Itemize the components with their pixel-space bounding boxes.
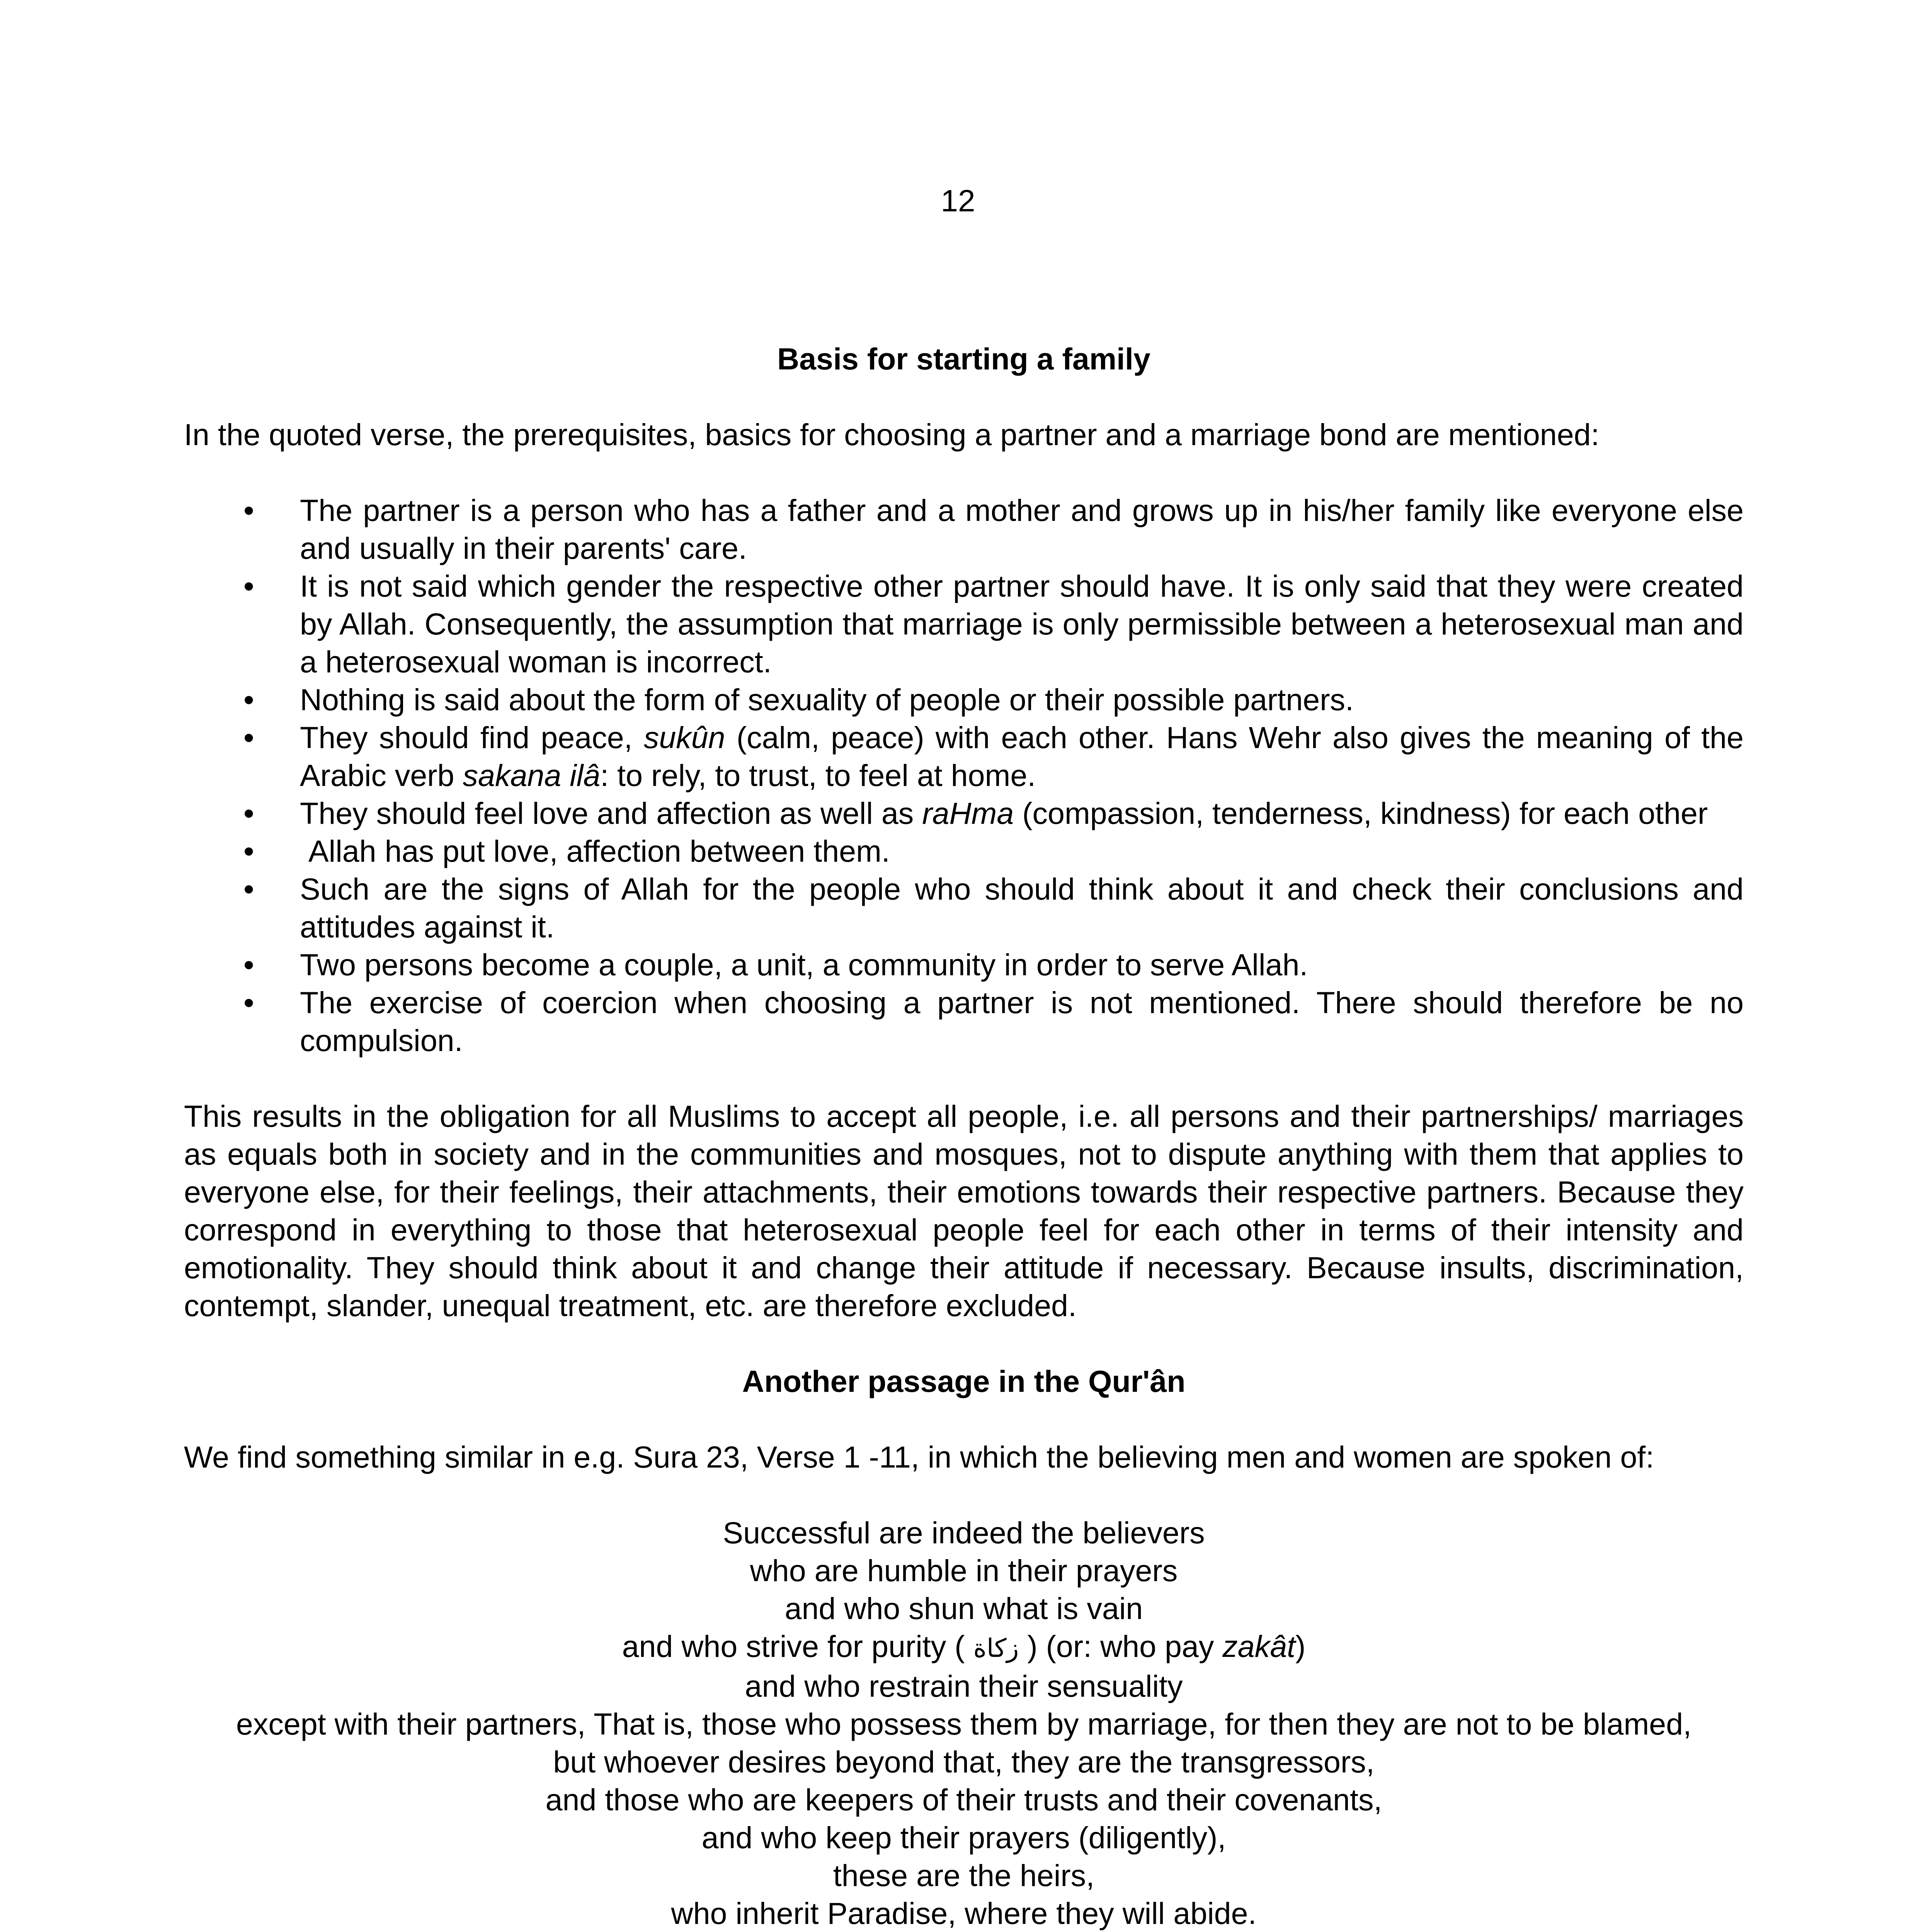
quran-verse-block — [184, 1514, 1744, 1932]
bullet-icon: • — [243, 720, 254, 755]
list-item: • Nothing is said about the form of sexuality of people or their possible partners. — [184, 681, 1744, 719]
obligation-paragraph: This results in the obligation for all Muslims to accept all people, i.e. all persons and their partnerships/ marriages as equals both in society and in the communities and mosques, not to dispute anything with them that applies to everyone else, for their feelings, their attachments, their emotions towards their respective partners. Because they correspond in everything to those that heterosexual people feel for each other in terms of their intensity and emotionality. They should think about it and change their attitude if necessary. Because insults, discrimination, contempt, slander, unequal treatment, etc. are therefore excluded. — [184, 1099, 1744, 1323]
bullet-icon: • — [243, 493, 254, 527]
verse-line: and who keep their prayers (diligently), — [701, 1820, 1226, 1855]
verse-line: and who strive for purity ( زكاة ) (or: who pay zakât) — [622, 1629, 1306, 1663]
verse-line: these are the heirs, — [833, 1858, 1095, 1893]
verse-line: Successful are indeed the believers — [723, 1515, 1205, 1550]
italic-term: zakât — [1222, 1629, 1296, 1663]
italic-term: sakana ilâ — [463, 758, 601, 793]
page-number: 12 — [941, 184, 975, 218]
verse-line: and who shun what is vain — [784, 1591, 1143, 1626]
list-item: • Two persons become a couple, a unit, a community in order to serve Allah. — [184, 946, 1744, 984]
bullet-icon: • — [243, 796, 254, 830]
prerequisites-list — [184, 492, 1744, 1060]
arabic-word: زكاة — [973, 1633, 1019, 1663]
section-heading-basis: Basis for starting a family — [777, 342, 1150, 376]
list-item: • It is not said which gender the respective other partner should have. It is only said that they were created by Allah. Consequently, the assumption that marriage is only permissible between a heterosexual man and a heterosexual woman is incorrect. — [184, 567, 1744, 681]
list-item: • They should feel love and affection as well as raHma (compassion, tenderness, kindness) for each other — [184, 794, 1744, 832]
list-item: • The partner is a person who has a father and a mother and grows up in his/her family like everyone else and usually in their parents' care. — [184, 492, 1744, 567]
list-item: • Such are the signs of Allah for the people who should think about it and check their conclusions and attitudes against it. — [184, 870, 1744, 946]
page-content — [184, 340, 1744, 1932]
list-item: • Allah has put love, affection between them. — [184, 832, 1744, 870]
list-item: • They should find peace, sukûn (calm, peace) with each other. Hans Wehr also gives the meaning of the Arabic verb sakana ilâ: to rely, to trust, to feel at home. — [184, 719, 1744, 794]
sura-intro-paragraph: We find something similar in e.g. Sura 23, Verse 1 -11, in which the believing men and women are spoken of: — [184, 1440, 1654, 1474]
bullet-icon: • — [243, 947, 254, 982]
bullet-icon: • — [243, 834, 254, 868]
italic-term: sukûn — [643, 720, 725, 755]
verse-line: but whoever desires beyond that, they are the transgressors, — [553, 1745, 1375, 1779]
verse-line: who inherit Paradise, where they will abide. — [671, 1896, 1257, 1930]
bullet-icon: • — [243, 569, 254, 603]
section-heading-another-passage: Another passage in the Qur'ân — [742, 1364, 1186, 1398]
bullet-icon: • — [243, 682, 254, 717]
intro-paragraph: In the quoted verse, the prerequisites, basics for choosing a partner and a marriage bond are mentioned: — [184, 417, 1600, 452]
verse-line: who are humble in their prayers — [750, 1553, 1178, 1588]
verse-line: and those who are keepers of their trusts and their covenants, — [545, 1782, 1382, 1817]
bullet-icon: • — [243, 872, 254, 906]
verse-line: and who restrain their sensuality — [745, 1669, 1183, 1703]
list-item: • The exercise of coercion when choosing a partner is not mentioned. There should therefore be no compulsion. — [184, 984, 1744, 1060]
italic-term: raHma — [922, 796, 1014, 830]
verse-line: except with their partners, That is, those who possess them by marriage, for then they are not to be blamed, — [236, 1707, 1692, 1741]
bullet-icon: • — [243, 985, 254, 1020]
